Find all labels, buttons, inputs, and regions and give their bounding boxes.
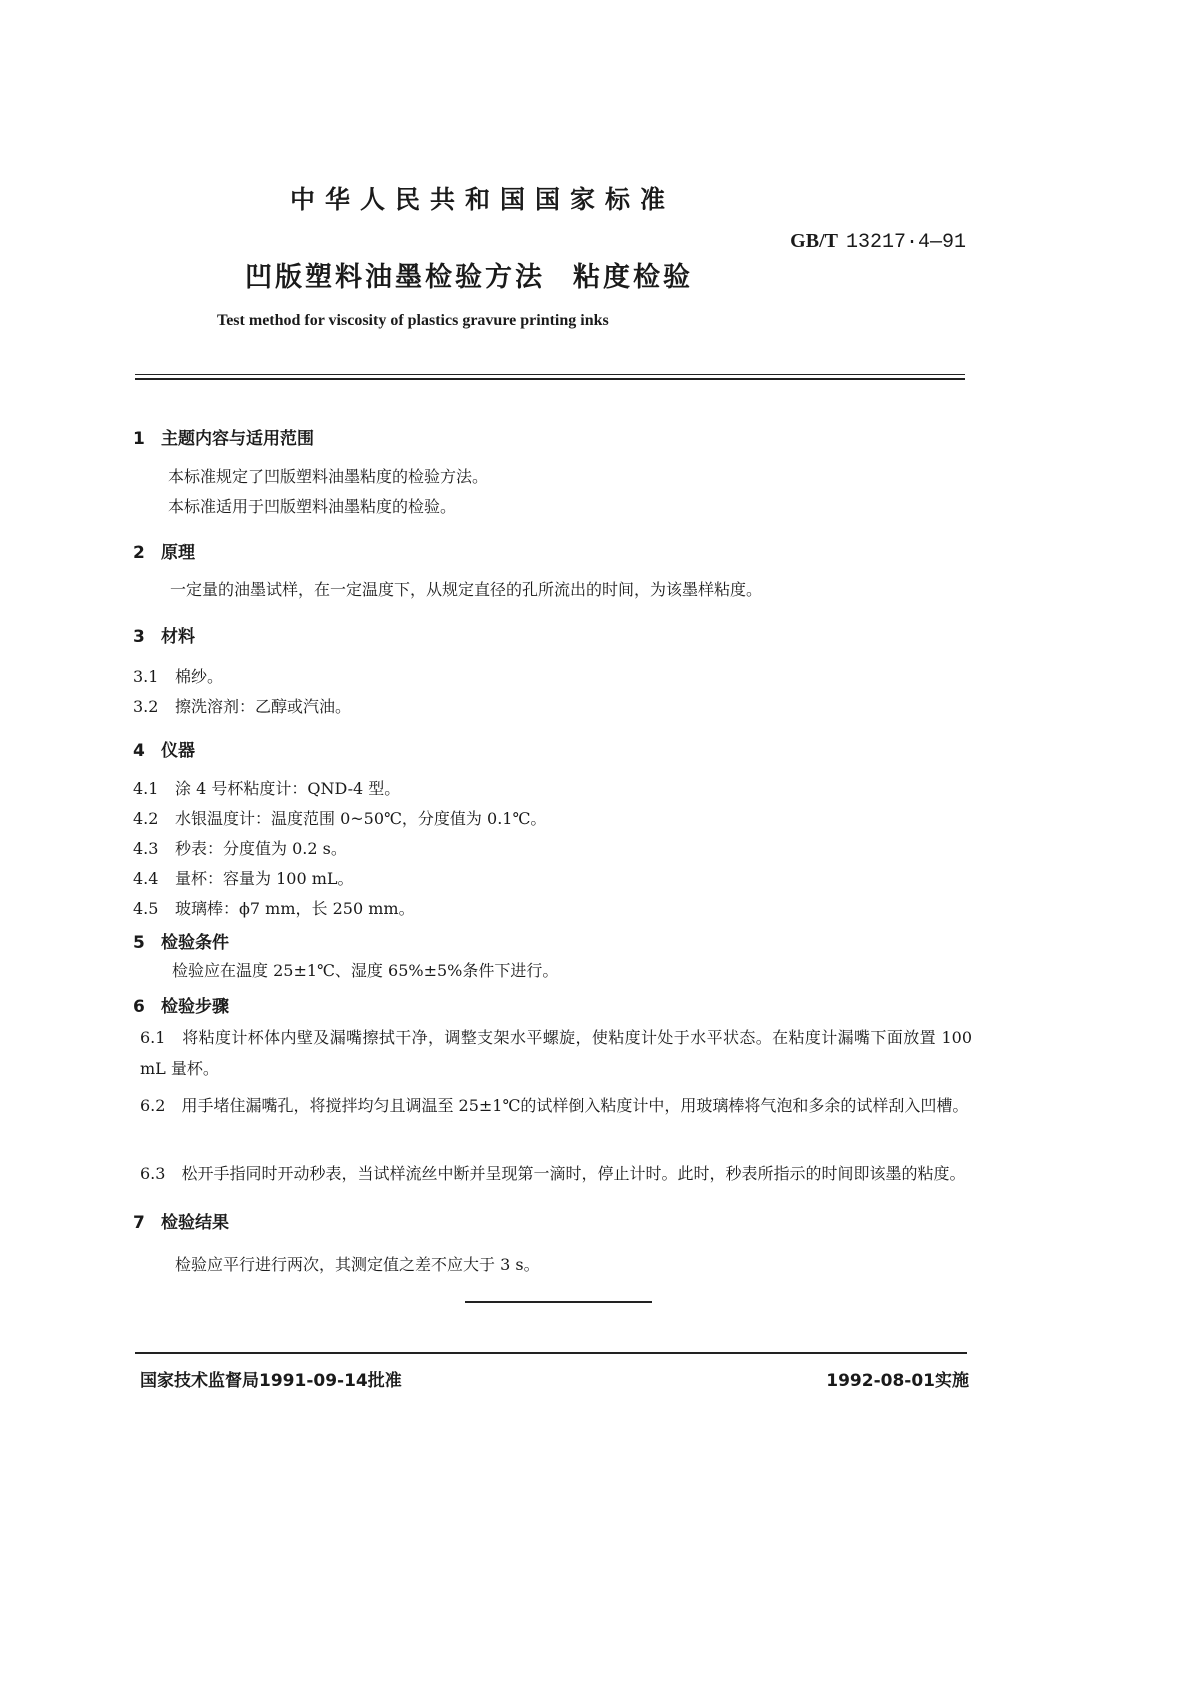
title-cn-part2: 粘度检验 bbox=[573, 262, 693, 293]
section-4-item-5: 4.5 玻璃棒：ϕ7 mm，长 250 mm。 bbox=[133, 899, 415, 918]
section-5-line-1: 检验应在温度 25±1℃、湿度 65%±5%条件下进行。 bbox=[172, 961, 559, 980]
section-4-item-3: 4.3 秒表：分度值为 0.2 s。 bbox=[133, 839, 347, 858]
effective-date: 1992-08-01实施 bbox=[826, 1371, 969, 1391]
section-4-item-2: 4.2 水银温度计：温度范围 0~50℃，分度值为 0.1℃。 bbox=[133, 809, 547, 828]
section-3-item-1: 3.1 棉纱。 bbox=[133, 667, 224, 686]
header-divider-thin bbox=[135, 374, 965, 375]
title-cn-part1: 凹版塑料油墨检验方法 bbox=[245, 262, 545, 293]
section-4-item-4: 4.4 量杯：容量为 100 mL。 bbox=[133, 869, 354, 888]
section-3-heading: 3 材料 bbox=[133, 627, 195, 647]
document-title-cn bbox=[245, 255, 693, 294]
standard-code: 13217·4—91 bbox=[845, 231, 966, 254]
header-divider-thick bbox=[135, 378, 965, 380]
section-4-item-1: 4.1 涂 4 号杯粘度计：QND-4 型。 bbox=[133, 779, 401, 798]
section-2-heading: 2 原理 bbox=[133, 543, 195, 563]
standard-prefix: GB/T bbox=[790, 230, 838, 252]
section-6-para-3: 6.3 松开手指同时开动秒表，当试样流丝中断并呈现第一滴时，停止计时。此时，秒表所指示的时间即该墨的粘度。 bbox=[140, 1164, 966, 1183]
footer-divider bbox=[135, 1352, 967, 1354]
section-7-line-1: 检验应平行进行两次，其测定值之差不应大于 3 s。 bbox=[175, 1255, 540, 1274]
section-1-line-2: 本标准适用于凹版塑料油墨粘度的检验。 bbox=[168, 497, 457, 516]
section-4-heading: 4 仪器 bbox=[133, 741, 195, 761]
section-7-heading: 7 检验结果 bbox=[133, 1213, 229, 1233]
standard-number bbox=[790, 230, 966, 254]
section-6-heading: 6 检验步骤 bbox=[133, 997, 229, 1017]
section-5-heading: 5 检验条件 bbox=[133, 933, 229, 953]
approval-date: 国家技术监督局1991-09-14批准 bbox=[140, 1371, 402, 1391]
national-standard-heading: 中华人民共和国国家标准 bbox=[290, 185, 676, 214]
section-3-item-2: 3.2 擦洗溶剂：乙醇或汽油。 bbox=[133, 697, 352, 716]
document-title-en: Test method for viscosity of plastics gravure printing inks bbox=[217, 312, 609, 329]
section-1-heading: 1 主题内容与适用范围 bbox=[133, 429, 314, 449]
section-6-para-1: 6.1 将粘度计杯体内壁及漏嘴擦拭干净，调整支架水平螺旋，使粘度计处于水平状态。在粘度计漏嘴下面放置 100 mL 量杯。 bbox=[140, 1028, 972, 1078]
end-divider bbox=[465, 1301, 652, 1303]
section-6-para-2: 6.2 用手堵住漏嘴孔，将搅拌均匀且调温至 25±1℃的试样倒入粘度计中，用玻璃棒将气泡和多余的试样刮入凹槽。 bbox=[140, 1096, 969, 1115]
section-1-line-1: 本标准规定了凹版塑料油墨粘度的检验方法。 bbox=[168, 467, 489, 486]
section-2-line-1: 一定量的油墨试样，在一定温度下，从规定直径的孔所流出的时间，为该墨样粘度。 bbox=[170, 580, 763, 599]
